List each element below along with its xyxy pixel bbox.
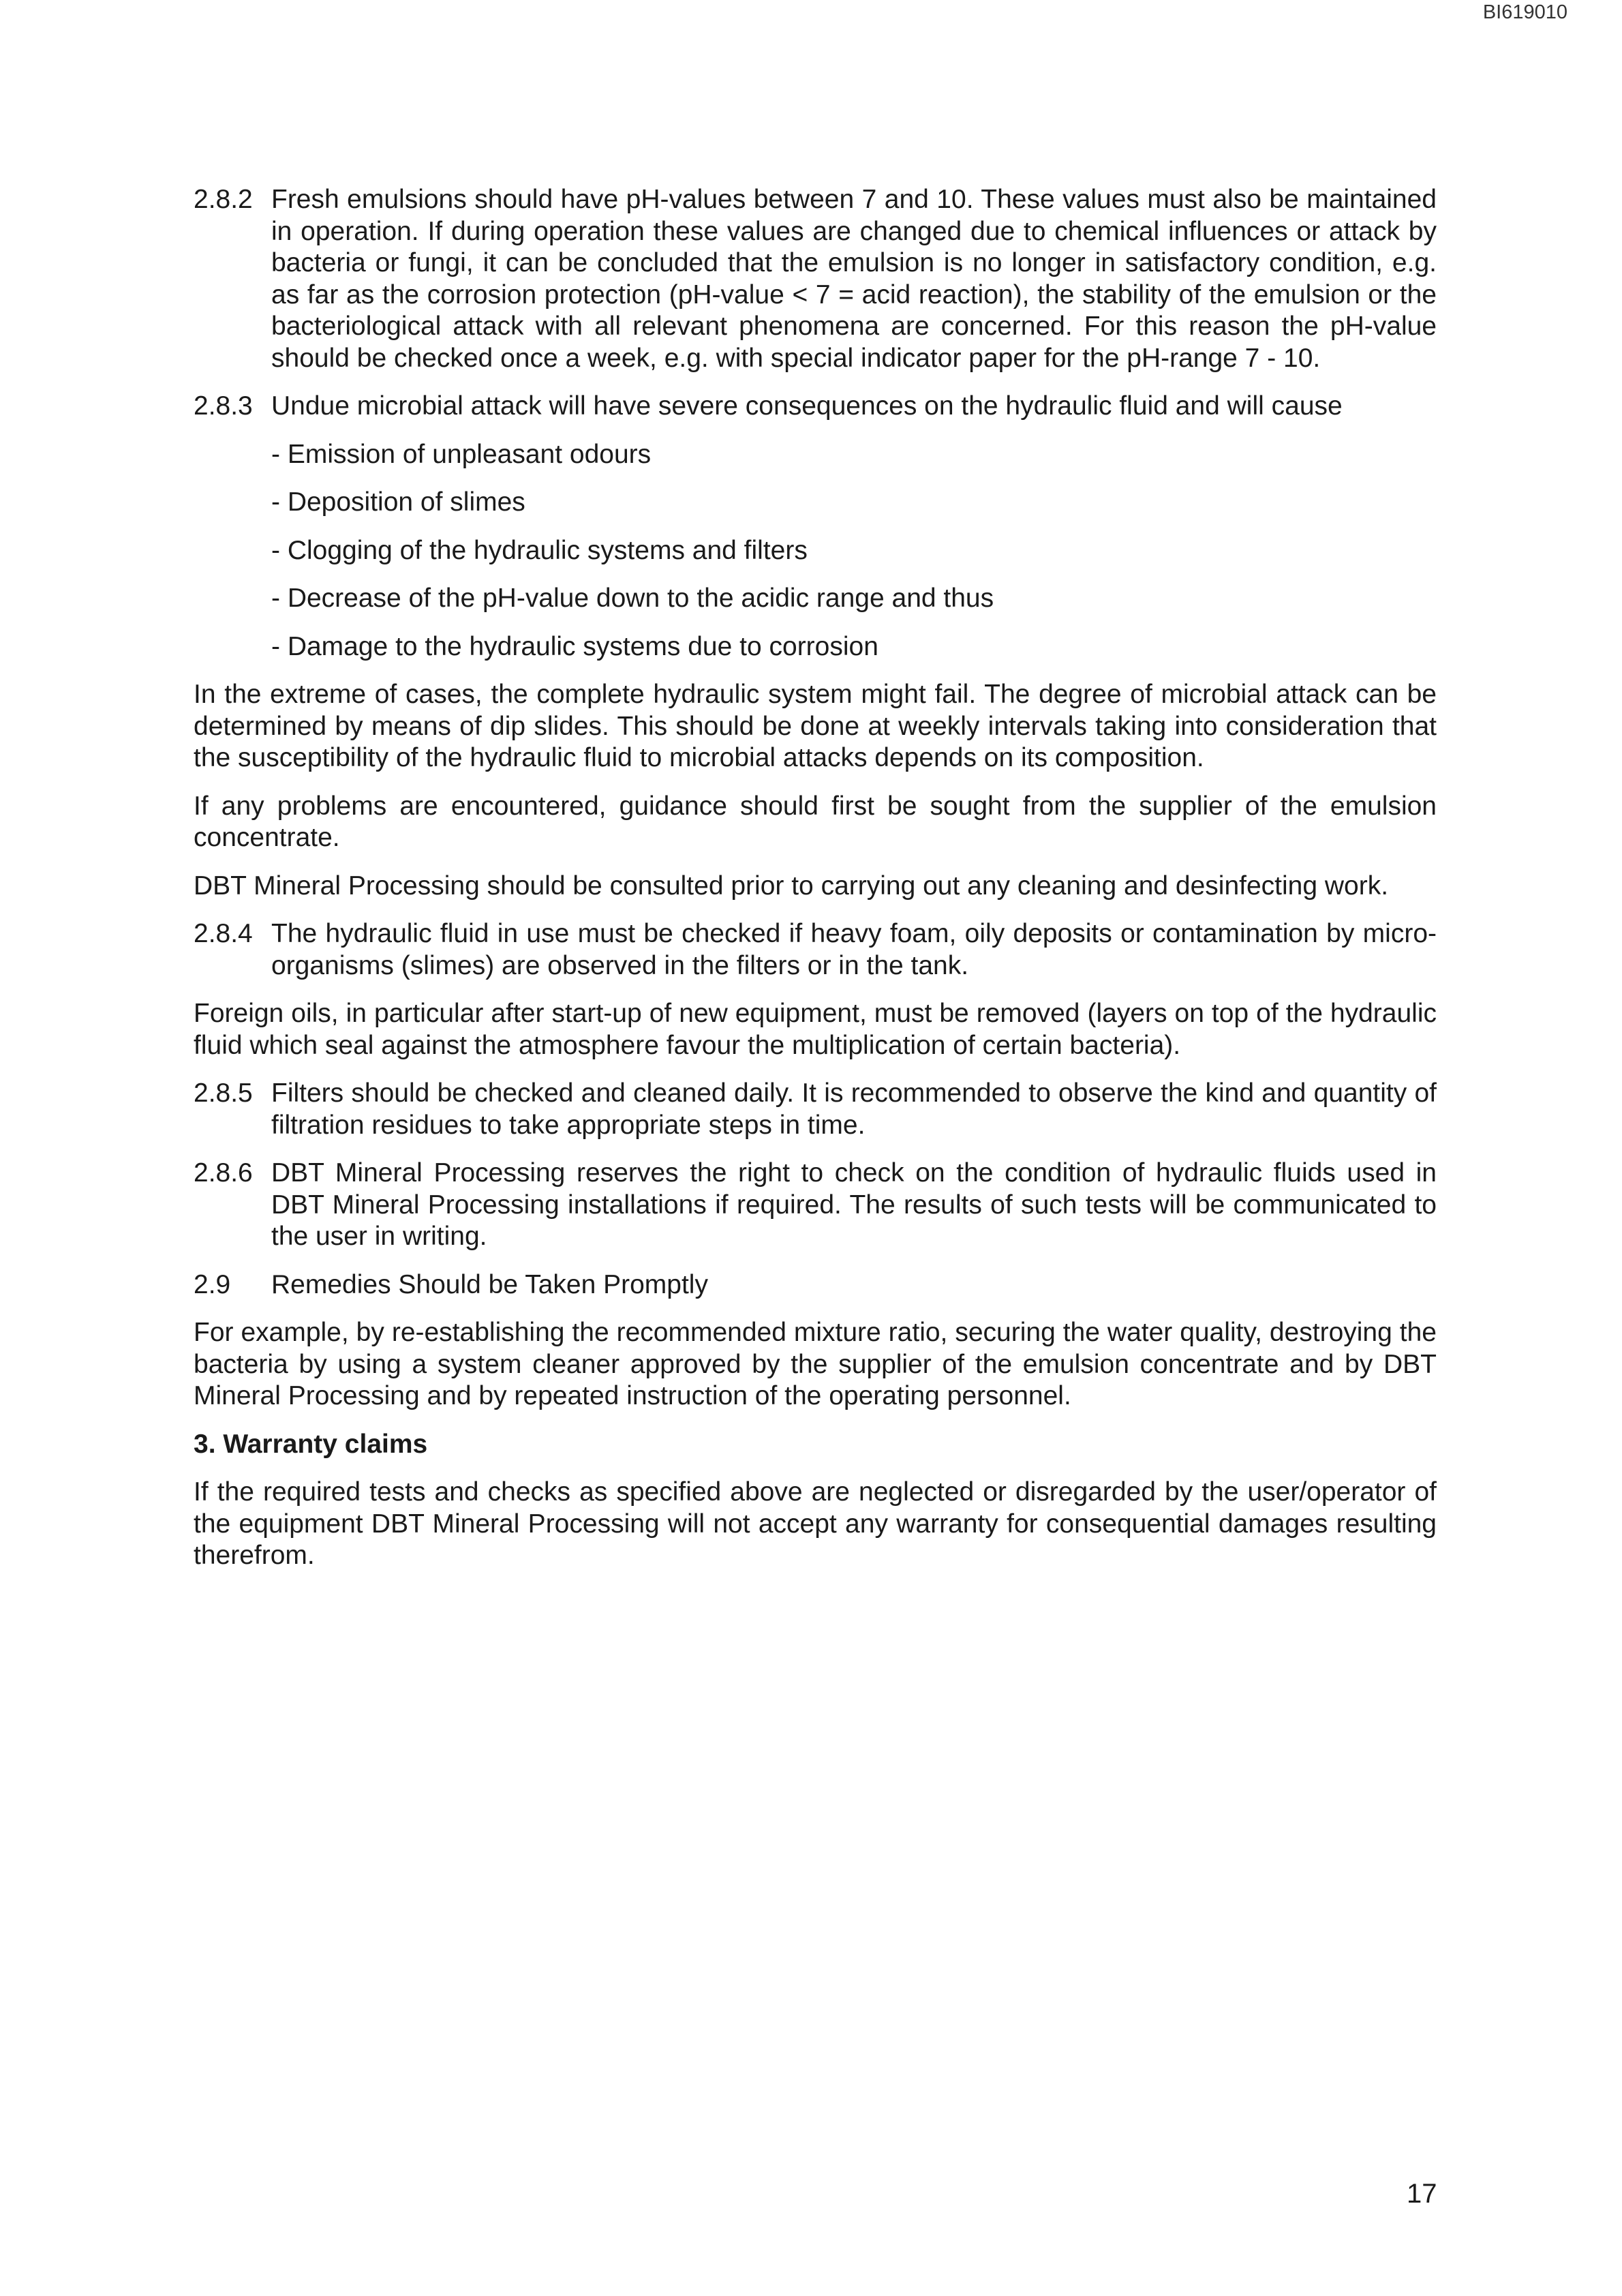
section-2-8-6 [194,1158,1437,1253]
document-id: BI619010 [1482,1,1567,23]
paragraph-foreign-oils: Foreign oils, in particular after start-up of new equipment, must be removed (layers on top of the hydraulic fluid which seal against the atmosphere favour the multiplication of certain bacteria). [194,999,1437,1060]
section-text: Fresh emulsions should have pH-values between 7 and 10. These values must also be maintained in operation. If during operation these values are changed due to chemical influences or attack by bacteria or fungi, it can be concluded that the emulsion is no longer in satisfactory condition, e.g. as far as the corrosion protection (pH-value < 7 = acid reaction), the stability of the emulsion or the bacteriological attack with all relevant phenomena are concerned. For this reason the pH-value should be checked once a week, e.g. with special indicator paper for the pH-range 7 - 10. [271,185,1437,373]
list-item: - Deposition of slimes [271,487,525,517]
list-item: - Emission of unpleasant odours [271,439,652,469]
section-text: Undue microbial attack will have severe consequences on the hydraulic fluid and will cause [271,391,1343,421]
list-item: - Clogging of the hydraulic systems and filters [271,535,808,565]
list-item: - Decrease of the pH-value down to the acidic range and thus [271,584,994,613]
paragraph-consult: DBT Mineral Processing should be consulted prior to carrying out any cleaning and desinfecting work. [194,871,1389,901]
section-number: 2.8.3 [194,391,253,421]
paragraph-warranty: If the required tests and checks as specified above are neglected or disregarded by the user/operator of the equipment DBT Mineral Processing will not accept any warranty for consequential damages resulting therefrom. [194,1477,1437,1570]
section-2-8-3 [194,391,1437,423]
list-item: - Damage to the hydraulic systems due to corrosion [271,631,878,661]
section-2-8-4 [194,918,1437,982]
section-number: 2.8.5 [194,1078,253,1108]
section-text: The hydraulic fluid in use must be checked if heavy foam, oily deposits or contamination by micro-organisms (slimes) are observed in the filters or in the tank. [271,919,1437,980]
page-number: 17 [1407,2179,1437,2209]
section-2-8-2 [194,184,1437,374]
paragraph-extreme-cases: In the extreme of cases, the complete hydraulic system might fail. The degree of microbial attack can be determined by means of dip slides. This should be done at weekly intervals taking into consideration that the susceptibility of the hydraulic fluid to microbial attacks depends on its composition. [194,680,1437,772]
paragraph-remedies-example: For example, by re-establishing the recommended mixture ratio, securing the water quality, destroying the bacteria by using a system cleaner approved by the supplier of the emulsion concentrate and by DBT Mineral Processing and by repeated instruction of the operating personnel. [194,1318,1437,1410]
section-3-heading: 3. Warranty claims [194,1429,428,1459]
paragraph-problems: If any problems are encountered, guidance should first be sought from the supplier of the emulsion concentrate. [194,791,1437,852]
section-2-8-5 [194,1078,1437,1141]
section-number: 2.8.2 [194,185,253,214]
page-body [194,184,1437,1588]
section-number: 2.8.4 [194,919,253,948]
section-text: Filters should be checked and cleaned daily. It is recommended to observe the kind and quantity of filtration residues to take appropriate steps in time. [271,1078,1437,1140]
section-text: DBT Mineral Processing reserves the right to check on the condition of hydraulic fluids used in DBT Mineral Processing installations if required. The results of such tests will be communicated to the user in writing. [271,1158,1437,1251]
section-number: 2.9 [194,1269,231,1299]
section-heading-text: Remedies Should be Taken Promptly [271,1269,708,1299]
section-2-9 [194,1269,1437,1301]
section-number: 2.8.6 [194,1158,253,1188]
